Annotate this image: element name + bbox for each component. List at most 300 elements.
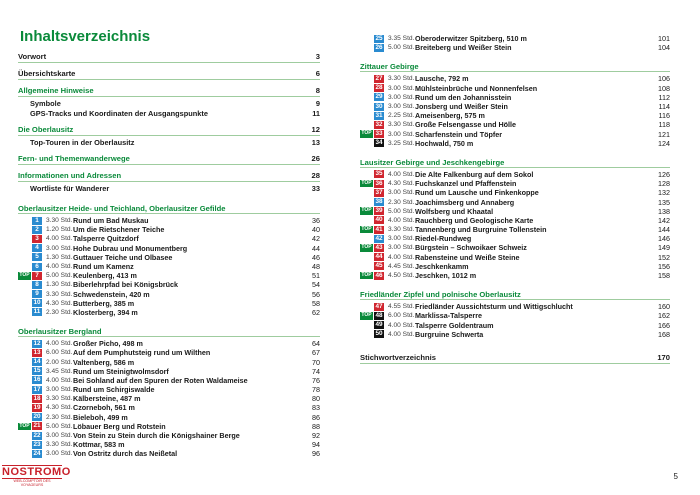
top-badge: TOP: [361, 179, 372, 186]
tour-page: 80: [312, 394, 320, 404]
tour-name: Kälbersteine, 487 m: [73, 394, 141, 404]
tour-duration: 3.00 Std.: [46, 432, 73, 440]
tour-number: 43: [375, 243, 383, 251]
toc-entry-page: 11: [312, 109, 320, 118]
tour-page: 162: [658, 311, 670, 321]
tour-row: [18, 413, 320, 422]
top-badge: [360, 235, 373, 243]
tour-number: 40: [375, 216, 383, 224]
tour-section: [360, 158, 670, 280]
tour-number: 30: [375, 102, 383, 110]
tour-row: [360, 311, 670, 320]
tour-row: [18, 348, 320, 357]
tour-duration: 3.00 Std.: [388, 130, 415, 138]
tour-number: 18: [33, 394, 41, 402]
tour-name: Marklissa-Talsperre: [415, 311, 482, 321]
section-heading: Oberlausitzer Heide- und Teichland, Oberlausitzer Gefilde: [18, 204, 320, 214]
top-badge: TOP: [361, 225, 372, 232]
tour-row: [18, 394, 320, 403]
toc-entry-page: 33: [311, 184, 320, 193]
tour-row: [360, 74, 670, 83]
tour-number: 19: [33, 403, 41, 411]
tour-number: 37: [375, 188, 383, 196]
tour-page: 108: [658, 83, 670, 93]
section-heading: Friedländer Zipfel und polnische Oberlausitz: [360, 290, 670, 300]
tour-name: Valtenberg, 586 m: [73, 357, 135, 367]
tour-duration: 6.00 Std.: [388, 312, 415, 320]
tour-duration: 2.25 Std.: [388, 112, 415, 120]
tour-page: 70: [312, 357, 320, 367]
tour-duration: 4.00 Std.: [388, 321, 415, 329]
tour-number: 10: [33, 299, 41, 307]
top-badge: [18, 226, 31, 234]
tour-row: [360, 93, 670, 102]
logo-tagline: WEB-COMPTOIR DES VOYAGEURS: [13, 479, 51, 487]
tour-number: 48: [375, 311, 383, 319]
tour-duration: 3.00 Std.: [46, 450, 73, 458]
top-badge: [360, 330, 373, 338]
top-badge: [360, 189, 373, 197]
toc-entry-page: 8: [315, 86, 320, 95]
tour-duration: 3.00 Std.: [388, 189, 415, 197]
tour-name: Bieleboh, 499 m: [73, 412, 128, 422]
toc-entry: [18, 171, 320, 182]
top-badge: [360, 94, 373, 102]
tour-duration: 3.30 Std.: [388, 121, 415, 129]
top-badge: [18, 235, 31, 243]
tour-row: [18, 290, 320, 299]
tour-duration: 3.30 Std.: [46, 441, 73, 449]
left-sections: [18, 204, 320, 459]
tour-row: [360, 321, 670, 330]
tour-number: 12: [33, 339, 41, 347]
tour-duration: 3.35 Std.: [388, 35, 415, 43]
page-number: 5: [673, 472, 678, 481]
top-badge: [360, 171, 373, 179]
tour-number: 17: [33, 385, 41, 393]
tour-page: 46: [312, 252, 320, 262]
top-badge: [18, 358, 31, 366]
tour-section: [18, 204, 320, 317]
toc-entry: [18, 125, 320, 136]
tour-page: 76: [312, 375, 320, 385]
toc-entry-page: 26: [311, 154, 320, 163]
tour-name: Burgruine Schwerta: [415, 329, 484, 339]
tour-row: [360, 34, 670, 43]
tour-page: 54: [312, 280, 320, 290]
top-badge: [18, 340, 31, 348]
top-badge: [18, 309, 31, 317]
tour-name: Scharfenstein und Töpfer: [415, 129, 503, 139]
tour-name: Kottmar, 583 m: [73, 440, 125, 450]
tour-name: Jeschken, 1012 m: [415, 271, 477, 281]
tour-name: Auf dem Pumphutsteig rund um Wilthen: [73, 348, 211, 358]
tour-duration: 2.00 Std.: [46, 358, 73, 366]
tour-number: 5: [32, 253, 42, 261]
tour-name: Biberlehrpfad bei Königsbrück: [73, 280, 179, 290]
toc-entry-title: Wortliste für Wanderer: [30, 184, 110, 193]
tour-number: 23: [33, 440, 41, 448]
tour-duration: 4.30 Std.: [46, 404, 73, 412]
tour-row: [360, 216, 670, 225]
tour-page: 144: [658, 225, 670, 235]
tour-page: 64: [312, 339, 320, 349]
tour-duration: 4.00 Std.: [388, 253, 415, 261]
tour-number: 35: [375, 170, 383, 178]
tour-duration: 4.30 Std.: [46, 299, 73, 307]
tour-duration: 4.55 Std.: [388, 303, 415, 311]
tour-name: Talsperre Quitzdorf: [73, 234, 139, 244]
section-heading: Oberlausitzer Bergland: [18, 327, 320, 337]
top-badge: [360, 253, 373, 261]
left-column: [18, 52, 320, 459]
tour-row: [360, 111, 670, 120]
tour-name: Rabensteine und Weiße Steine: [415, 252, 520, 262]
tour-page: 156: [658, 261, 670, 271]
tour-row: [360, 188, 670, 197]
tour-duration: 3.00 Std.: [388, 244, 415, 252]
top-badge: [18, 432, 31, 440]
top-badge: [18, 395, 31, 403]
top-badge: [18, 386, 31, 394]
tour-name: Von Stein zu Stein durch die Königshainer Berge: [73, 431, 240, 441]
tour-name: Bürgstein – Schwoikaer Schweiz: [415, 243, 527, 253]
tour-row: [18, 280, 320, 289]
tour-duration: 4.00 Std.: [46, 235, 73, 243]
tour-number: 4: [32, 244, 42, 252]
tour-page: 128: [658, 179, 670, 189]
tour-page: 104: [658, 43, 670, 53]
tour-row: [18, 253, 320, 262]
top-badge: [360, 198, 373, 206]
tour-page: 83: [312, 403, 320, 413]
tour-page: 40: [312, 225, 320, 235]
tour-name: Rund um Kamenz: [73, 262, 134, 272]
top-badge: [18, 441, 31, 449]
top-badge: TOP: [19, 271, 30, 278]
tour-duration: 4.00 Std.: [388, 330, 415, 338]
tour-page: 160: [658, 302, 670, 312]
tour-row: [18, 299, 320, 308]
tour-row: [18, 271, 320, 280]
tour-section: [360, 34, 670, 52]
tour-page: 158: [658, 271, 670, 281]
toc-entry: [18, 99, 320, 109]
tour-row: [360, 234, 670, 243]
tour-row: [360, 302, 670, 311]
tour-page: 112: [658, 92, 670, 102]
tour-duration: 6.00 Std.: [46, 349, 73, 357]
tour-number: 11: [33, 308, 41, 316]
tour-number: 7: [32, 272, 42, 280]
top-badge: [360, 263, 373, 271]
tour-row: [360, 102, 670, 111]
tour-number: 49: [375, 321, 383, 329]
tour-name: Rauchberg und Geologische Karte: [415, 215, 534, 225]
top-badge: [18, 450, 31, 458]
toc-entry-title: Die Oberlausitz: [18, 125, 74, 134]
tour-name: Oberoderwitzer Spitzberg, 510 m: [415, 34, 527, 44]
tour-row: [360, 139, 670, 148]
tour-page: 92: [312, 431, 320, 441]
top-badge: [360, 217, 373, 225]
top-badge: [18, 217, 31, 225]
tour-row: [18, 376, 320, 385]
tour-duration: 3.30 Std.: [46, 290, 73, 298]
tour-duration: 5.00 Std.: [388, 207, 415, 215]
tour-page: 101: [658, 34, 670, 44]
tour-page: 168: [658, 329, 670, 339]
index-entry: [360, 353, 670, 364]
tour-name: Jonsberg und Weißer Stein: [415, 102, 508, 112]
tour-duration: 4.50 Std.: [388, 272, 415, 280]
tour-row: [360, 170, 670, 179]
tour-name: Mühlsteinbrüche und Nonnenfelsen: [415, 83, 538, 93]
right-sections: [360, 34, 670, 339]
page-title: Inhaltsverzeichnis: [20, 28, 151, 45]
tour-duration: 3.30 Std.: [46, 395, 73, 403]
top-badge: [18, 299, 31, 307]
tour-number: 46: [375, 271, 383, 279]
tour-number: 50: [375, 330, 383, 338]
front-matter: [18, 52, 320, 194]
tour-page: 126: [658, 169, 670, 179]
toc-entry-page: 3: [315, 52, 320, 61]
tour-row: [360, 207, 670, 216]
toc-entry-title: Fern- und Themenwanderwege: [18, 154, 130, 163]
tour-row: [18, 308, 320, 317]
tour-name: Hochwald, 750 m: [415, 138, 474, 148]
tour-number: 22: [33, 431, 41, 439]
toc-entry-title: Übersichtskarte: [18, 69, 76, 78]
index-title: Stichwortverzeichnis: [360, 352, 436, 362]
toc-entry-title: Informationen und Adressen: [18, 171, 122, 180]
tour-number: 42: [375, 234, 383, 242]
top-badge: TOP: [361, 244, 372, 251]
tour-duration: 4.45 Std.: [388, 262, 415, 270]
tour-row: [18, 403, 320, 412]
tour-name: Joachimsberg und Annaberg: [415, 197, 515, 207]
toc-entry-page: 6: [315, 69, 320, 78]
tour-duration: 5.00 Std.: [46, 272, 73, 280]
tour-number: 41: [375, 225, 383, 233]
tour-duration: 3.00 Std.: [388, 103, 415, 111]
tour-name: Lausche, 792 m: [415, 74, 469, 84]
tour-number: 2: [32, 226, 42, 234]
tour-number: 34: [375, 139, 383, 147]
tour-number: 39: [375, 207, 383, 215]
tour-name: Rund um Steinigtwolmsdorf: [73, 366, 169, 376]
tour-number: 38: [375, 198, 383, 206]
tour-page: 44: [312, 243, 320, 253]
tour-row: [18, 367, 320, 376]
toc-entry: [18, 184, 320, 194]
top-badge: [18, 377, 31, 385]
tour-duration: 1.30 Std.: [46, 253, 73, 261]
toc-entry-page: 13: [311, 138, 320, 147]
nostromo-logo: [2, 465, 71, 487]
tour-page: 51: [312, 271, 320, 281]
tour-name: Talsperre Goldentraum: [415, 320, 494, 330]
tour-name: Fuchskanzel und Pfaffenstein: [415, 179, 517, 189]
tour-name: Wolfsberg und Khaatal: [415, 206, 494, 216]
tour-page: 118: [658, 120, 670, 130]
tour-page: 94: [312, 440, 320, 450]
tour-row: [18, 449, 320, 458]
tour-duration: 3.00 Std.: [388, 235, 415, 243]
tour-name: Hohe Dubrau und Monumentberg: [73, 243, 188, 253]
tour-number: 28: [375, 84, 383, 92]
tour-page: 78: [312, 385, 320, 395]
tour-number: 21: [33, 422, 41, 430]
logo-name: NOSTROMO: [2, 466, 71, 478]
tour-number: 24: [33, 449, 41, 457]
toc-entry-title: Top-Touren in der Oberlausitz: [30, 138, 135, 147]
tour-name: Schwedenstein, 420 m: [73, 289, 150, 299]
toc-entry: [18, 69, 320, 80]
tour-name: Rund um Schirgiswalde: [73, 385, 155, 395]
tour-duration: 4.00 Std.: [46, 376, 73, 384]
top-badge: [360, 303, 373, 311]
tour-name: Um die Rietschener Teiche: [73, 225, 165, 235]
tour-duration: 3.45 Std.: [46, 367, 73, 375]
tour-name: Rund um Lausche und Finkenkoppe: [415, 188, 539, 198]
tour-number: 26: [375, 43, 383, 51]
tour-name: Rund um Bad Muskau: [73, 216, 149, 226]
top-badge: [360, 112, 373, 120]
tour-row: [360, 84, 670, 93]
top-badge: [360, 84, 373, 92]
tour-name: Czorneboh, 561 m: [73, 403, 135, 413]
tour-duration: 5.00 Std.: [46, 422, 73, 430]
tour-page: 58: [312, 298, 320, 308]
tour-number: 13: [33, 348, 41, 356]
tour-row: [360, 262, 670, 271]
tour-name: Guttauer Teiche und Olbasee: [73, 252, 173, 262]
tour-page: 56: [312, 289, 320, 299]
tour-name: Bei Sohland auf den Spuren der Roten Waldameise: [73, 375, 248, 385]
top-badge: [18, 349, 31, 357]
tour-page: 36: [312, 216, 320, 226]
tour-name: Jeschkenkamm: [415, 261, 469, 271]
tour-row: [18, 422, 320, 431]
toc-entry-page: 28: [311, 171, 320, 180]
tour-row: [360, 43, 670, 52]
tour-page: 48: [312, 262, 320, 272]
tour-number: 14: [33, 358, 41, 366]
tour-page: 152: [658, 252, 670, 262]
tour-page: 121: [658, 129, 670, 139]
tour-name: Keulenberg, 413 m: [73, 271, 137, 281]
tour-row: [360, 179, 670, 188]
tour-row: [360, 130, 670, 139]
tour-name: Breiteberg und Weißer Stein: [415, 43, 512, 53]
tour-row: [360, 197, 670, 206]
tour-page: 86: [312, 412, 320, 422]
top-badge: [18, 244, 31, 252]
tour-duration: 3.30 Std.: [388, 75, 415, 83]
toc-entry-page: 12: [311, 125, 320, 134]
tour-duration: 2.30 Std.: [388, 198, 415, 206]
tour-number: 15: [33, 367, 41, 375]
top-badge: [18, 413, 31, 421]
tour-duration: 3.00 Std.: [46, 386, 73, 394]
top-badge: [18, 254, 31, 262]
tour-page: 149: [658, 243, 670, 253]
tour-number: 47: [375, 302, 383, 310]
tour-page: 146: [658, 234, 670, 244]
tour-duration: 3.30 Std.: [388, 226, 415, 234]
tour-duration: 3.00 Std.: [388, 84, 415, 92]
tour-row: [18, 244, 320, 253]
top-badge: [360, 35, 373, 43]
tour-section: [360, 62, 670, 148]
tour-page: 166: [658, 320, 670, 330]
tour-number: 31: [375, 111, 383, 119]
toc-entry-page: 9: [315, 99, 320, 108]
tour-duration: 1.20 Std.: [46, 226, 73, 234]
tour-row: [360, 243, 670, 252]
tour-number: 33: [375, 130, 383, 138]
tour-number: 8: [32, 281, 42, 289]
tour-page: 114: [658, 102, 670, 112]
tour-name: Großer Picho, 498 m: [73, 339, 143, 349]
tour-name: Löbauer Berg und Rotstein: [73, 421, 166, 431]
section-heading: Lausitzer Gebirge und Jeschkengebirge: [360, 158, 670, 168]
tour-page: 124: [658, 138, 670, 148]
toc-entry: [18, 52, 320, 63]
tour-name: Butterberg, 385 m: [73, 298, 135, 308]
toc-entry-title: Symbole: [30, 99, 61, 108]
tour-duration: 4.00 Std.: [388, 216, 415, 224]
tour-number: 16: [33, 376, 41, 384]
tour-name: Friedländer Aussichtsturm und Wittigschlucht: [415, 302, 573, 312]
tour-page: 96: [312, 449, 320, 459]
tour-duration: 2.30 Std.: [46, 413, 73, 421]
toc-entry: [18, 138, 320, 148]
tour-page: 138: [658, 206, 670, 216]
tour-row: [360, 225, 670, 234]
top-badge: [360, 139, 373, 147]
tour-row: [360, 253, 670, 262]
tour-page: 106: [658, 74, 670, 84]
top-badge: [360, 121, 373, 129]
tour-row: [18, 216, 320, 225]
toc-entry-title: Vorwort: [18, 52, 47, 61]
toc-entry: [18, 109, 320, 119]
tour-section: [360, 290, 670, 339]
tour-name: Von Ostritz durch das Neißetal: [73, 449, 178, 459]
tour-number: 25: [375, 34, 383, 42]
tour-name: Riedel-Rundweg: [415, 234, 472, 244]
tour-page: 62: [312, 307, 320, 317]
tour-row: [360, 330, 670, 339]
tour-page: 116: [658, 111, 670, 121]
tour-name: Tannenberg und Burgruine Tollenstein: [415, 225, 547, 235]
tour-row: [18, 339, 320, 348]
tour-duration: 4.30 Std.: [388, 180, 415, 188]
tour-number: 27: [375, 74, 383, 82]
tour-duration: 5.00 Std.: [388, 44, 415, 52]
tour-name: Klosterberg, 394 m: [73, 307, 138, 317]
tour-page: 67: [312, 348, 320, 358]
tour-row: [18, 357, 320, 366]
index-page: 170: [657, 352, 670, 362]
tour-number: 20: [33, 413, 41, 421]
top-badge: [360, 321, 373, 329]
tour-section: [18, 327, 320, 458]
top-badge: [18, 367, 31, 375]
